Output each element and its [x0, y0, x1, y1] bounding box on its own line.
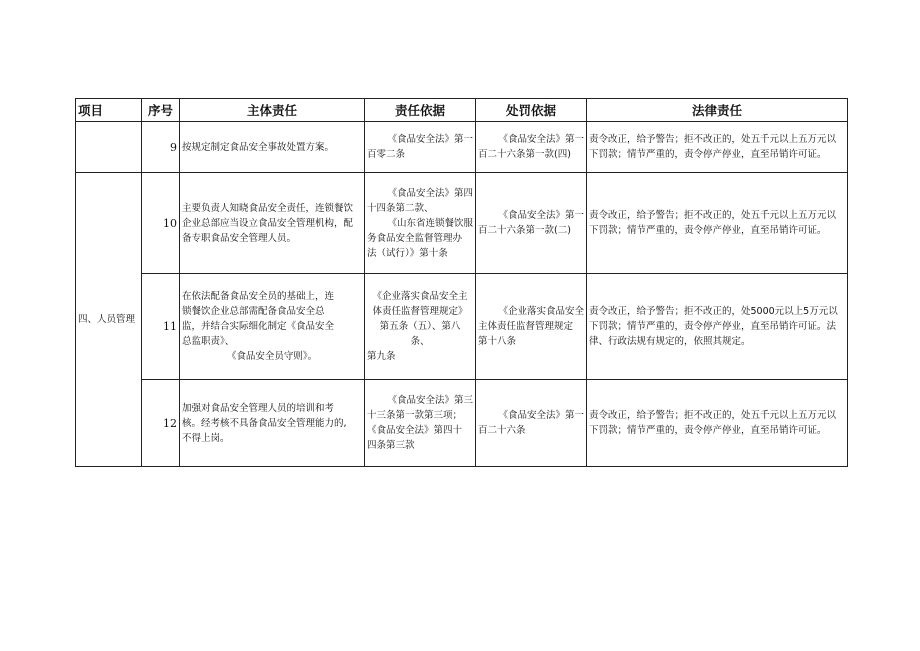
duty-cell	[180, 122, 365, 173]
basis-line: 《食品安全法》第四	[387, 187, 473, 199]
penalty-basis-line: 百二十六条第一款(四)	[478, 149, 571, 160]
row-number: 9	[142, 122, 180, 173]
basis-line: 条、	[410, 336, 430, 347]
header-duty: 主体责任	[180, 99, 365, 122]
basis-line: 体责任监督管理规定》	[372, 306, 468, 317]
basis-line: 务食品安全监督管理办	[367, 232, 463, 244]
basis-line: 第九条	[367, 351, 396, 362]
duty-line: 总监职责》、	[182, 336, 235, 347]
liability-cell	[587, 380, 848, 467]
table-row	[76, 173, 848, 274]
liability-text: 责令改正，给予警告；拒不改正的，处五千元以上五万元以下罚款；情节严重的，责令停产停业，直至吊销许可证。	[589, 410, 837, 436]
header-basis: 责任依据	[365, 99, 476, 122]
penalty-basis-line: 主体责任监督管理规定	[478, 321, 574, 332]
category-cell	[76, 173, 142, 467]
basis-line: 《食品安全法》第四十	[367, 425, 463, 436]
basis-line: 第五条（五）、第八	[379, 321, 461, 332]
penalty-basis-line: 《食品安全法》第一	[498, 410, 584, 421]
liability-cell	[587, 274, 848, 380]
header-liability: 法律责任	[587, 99, 848, 122]
duty-line: 锁餐饮企业总部需配备食品安全总	[182, 306, 325, 317]
basis-cell	[365, 274, 476, 380]
duty-text: 按规定制定食品安全事故处置方案。	[182, 141, 335, 153]
duty-cell	[180, 173, 365, 274]
penalty-basis-cell	[476, 122, 587, 173]
basis-line: 四条第三款	[367, 440, 415, 451]
penalty-basis-cell	[476, 173, 587, 274]
liability-cell	[587, 173, 848, 274]
basis-line: 《食品安全法》第一	[387, 134, 473, 145]
basis-line: 百零二条	[367, 149, 406, 160]
penalty-basis-line: 《企业落实食品安全	[498, 306, 584, 317]
row-number: 12	[142, 380, 180, 467]
table-row	[76, 274, 848, 380]
liability-cell	[587, 122, 848, 173]
row-number: 10	[142, 173, 180, 274]
basis-line: 《企业落实食品安全主	[372, 291, 468, 302]
category-cell-empty	[76, 122, 142, 173]
category-label: 四、人员管理	[78, 314, 136, 325]
table-row	[76, 122, 848, 173]
header-category: 项目	[76, 99, 142, 122]
duty-line: 监，并结合实际细化制定《食品安全	[182, 321, 335, 332]
row-number: 11	[142, 274, 180, 380]
header-penalty-basis: 处罚依据	[476, 99, 587, 122]
duty-line: 在依法配备食品安全员的基础上，连	[182, 291, 335, 302]
basis-line: 十四条第二款、	[367, 202, 434, 214]
responsibility-table	[75, 98, 848, 467]
basis-cell	[365, 122, 476, 173]
basis-line: 十三条第一款第三项；	[367, 410, 463, 421]
liability-text: 责令改正，给予警告；拒不改正的，处五千元以上五万元以下罚款；情节严重的，责令停产停业，直至吊销许可证。	[589, 210, 837, 236]
duty-line: 加强对食品安全管理人员的培训和考	[182, 402, 335, 414]
basis-line: 《山东省连锁餐饮服	[387, 217, 473, 229]
penalty-basis-line: 《食品安全法》第一	[498, 210, 584, 221]
penalty-basis-line: 百二十六条第一款(二)	[478, 225, 571, 236]
basis-line: 法（试行）》第十条	[367, 247, 448, 259]
liability-text: 责令改正，给予警告；拒不改正的，处五千元以上五万元以下罚款；情节严重的，责令停产停业，直至吊销许可证。	[589, 134, 837, 160]
basis-cell	[365, 173, 476, 274]
header-number: 序号	[142, 99, 180, 122]
duty-line: 核。经考核不具备食品安全管理能力的,	[182, 417, 347, 429]
penalty-basis-line: 第十八条	[478, 336, 517, 347]
liability-text: 责令改正，给予警告；拒不改正的，处5000元以上5万元以下罚款；情节严重的，责令停产停业，直至吊销许可证。法律、行政法规有规定的，依照其规定。	[589, 306, 838, 347]
basis-line: 《食品安全法》第三	[387, 395, 473, 406]
duty-line: 不得上岗。	[182, 432, 230, 444]
penalty-basis-line: 《食品安全法》第一	[498, 134, 584, 145]
penalty-basis-cell	[476, 380, 587, 467]
penalty-basis-cell	[476, 274, 587, 380]
duty-cell	[180, 274, 365, 380]
duty-text: 主要负责人知晓食品安全责任，连锁餐饮企业总部应当设立食品安全管理机构，配备专职食品安全管理人员。	[182, 202, 354, 244]
header-row	[76, 99, 848, 122]
duty-cell	[180, 380, 365, 467]
table-row	[76, 380, 848, 467]
basis-cell	[365, 380, 476, 467]
duty-line: 《食品安全员守则》。	[226, 351, 318, 362]
penalty-basis-line: 百二十六条	[478, 425, 526, 436]
